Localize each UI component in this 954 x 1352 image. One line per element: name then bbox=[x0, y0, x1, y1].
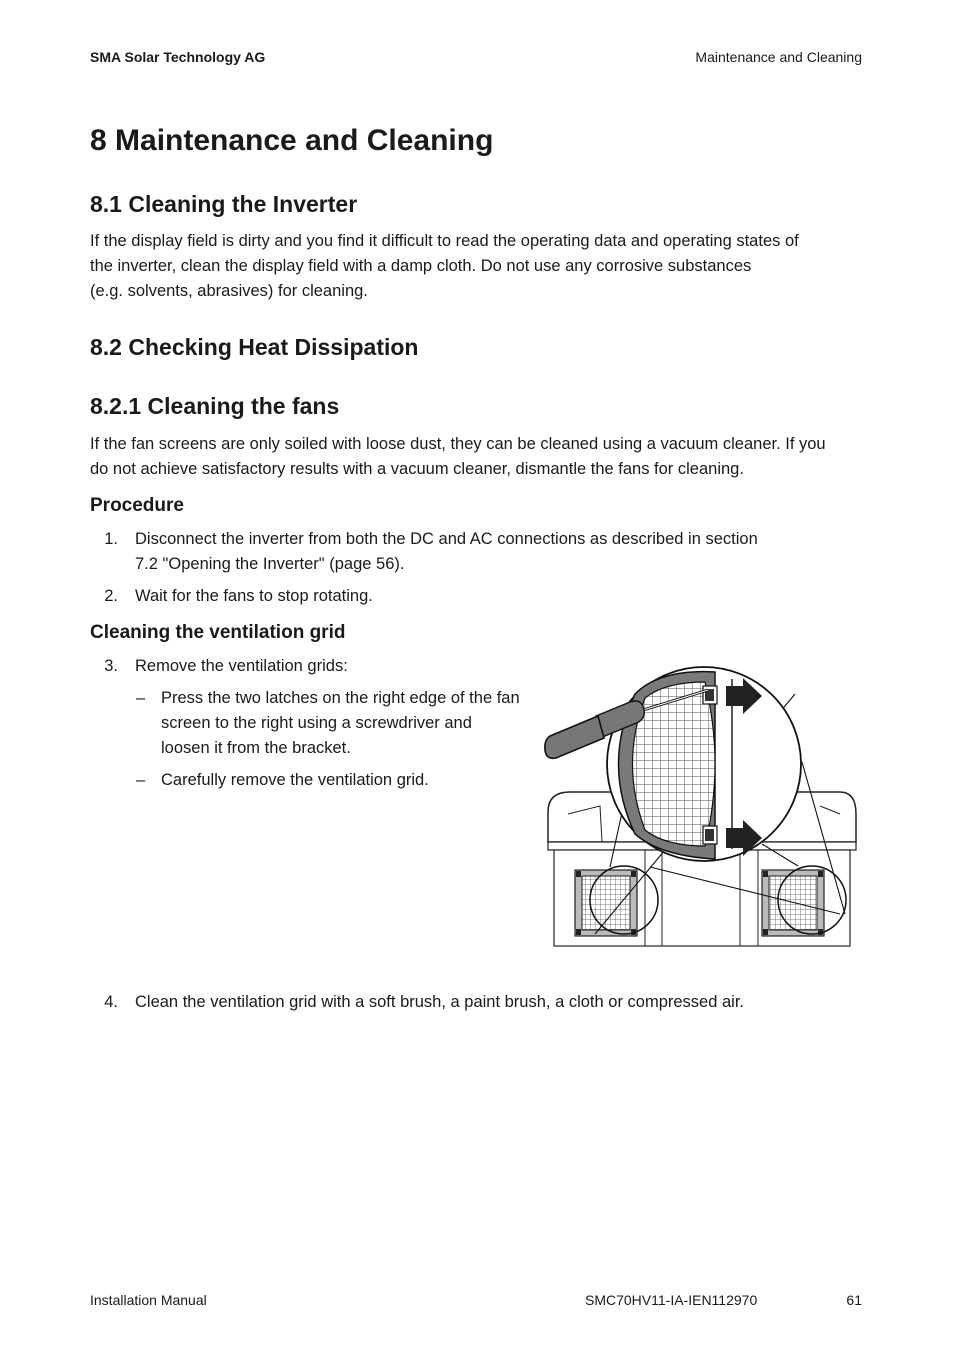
ventilation-heading: Cleaning the ventilation grid bbox=[90, 622, 346, 643]
step-number: 2. bbox=[104, 587, 118, 605]
footer-page-number: 61 bbox=[846, 1292, 862, 1308]
fan-grid-removal-illustration bbox=[540, 664, 860, 954]
bullet-dash: – bbox=[136, 771, 146, 789]
section-8-2-1-paragraph bbox=[90, 432, 865, 482]
step-text bbox=[135, 527, 835, 577]
step-number: 3. bbox=[104, 657, 118, 675]
footer-code: SMC70HV11-IA-IEN112970 bbox=[585, 1292, 758, 1308]
section-8-2-1-title: 8.2.1 Cleaning the fans bbox=[90, 393, 340, 419]
step-text: Wait for the fans to stop rotating. bbox=[135, 587, 373, 605]
paragraph-line: If the fan screens are only soiled with loose dust, they can be cleaned using a vacuum cleaner. If you bbox=[90, 435, 826, 453]
bullet-text bbox=[161, 686, 520, 761]
paragraph-line: do not achieve satisfactory results with a vacuum cleaner, dismantle the fans for cleaning. bbox=[90, 460, 744, 478]
bullet-line: Press the two latches on the right edge of the fan bbox=[161, 689, 520, 707]
section-8-1-title: 8.1 Cleaning the Inverter bbox=[90, 191, 358, 217]
paragraph-line: the inverter, clean the display field with a damp cloth. Do not use any corrosive substances bbox=[90, 257, 752, 275]
paragraph-line: (e.g. solvents, abrasives) for cleaning. bbox=[90, 282, 368, 300]
header-section: Maintenance and Cleaning bbox=[695, 49, 862, 65]
bullet-dash: – bbox=[136, 689, 146, 707]
section-8-1-paragraph bbox=[90, 229, 865, 304]
bullet-1 bbox=[136, 686, 536, 766]
procedure-heading: Procedure bbox=[90, 495, 184, 516]
step-number: 1. bbox=[104, 530, 118, 548]
step-text: Remove the ventilation grids: bbox=[135, 657, 348, 675]
bullet-line: screen to the right using a screwdriver and bbox=[161, 714, 472, 732]
footer-doc: Installation Manual bbox=[90, 1292, 207, 1308]
step-line: Disconnect the inverter from both the DC and AC connections as described in section bbox=[135, 530, 758, 548]
bullet-text: Carefully remove the ventilation grid. bbox=[161, 771, 429, 789]
paragraph-line: If the display field is dirty and you find it difficult to read the operating data and operating states of bbox=[90, 232, 799, 250]
step-number: 4. bbox=[104, 993, 118, 1011]
section-8-2-title: 8.2 Checking Heat Dissipation bbox=[90, 334, 419, 360]
step-text: Clean the ventilation grid with a soft brush, a paint brush, a cloth or compressed air. bbox=[135, 993, 744, 1011]
step-line: 7.2 "Opening the Inverter" (page 56). bbox=[135, 555, 405, 573]
header-company: SMA Solar Technology AG bbox=[90, 49, 266, 65]
bullet-2 bbox=[136, 768, 536, 794]
bullet-line: loosen it from the bracket. bbox=[161, 739, 351, 757]
chapter-title: 8 Maintenance and Cleaning bbox=[90, 124, 494, 157]
magnified-view bbox=[607, 667, 801, 861]
